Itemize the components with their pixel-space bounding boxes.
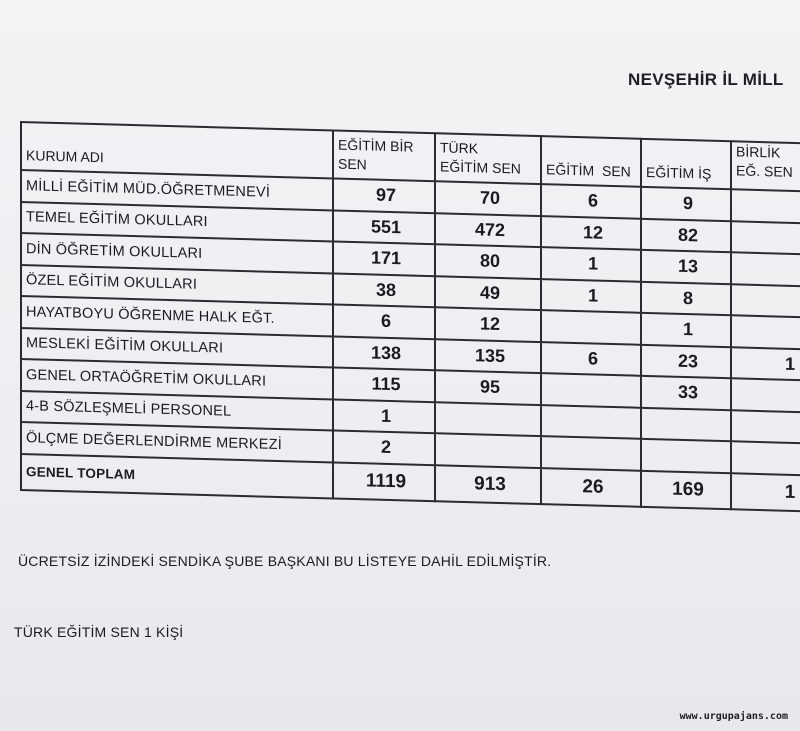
- cell-turk-egitim-sen: [435, 433, 541, 467]
- cell-egitim-sen: 6: [541, 184, 641, 218]
- cell-birlik-eg-sen: [731, 315, 800, 350]
- header-kurum-adi: KURUM ADI: [21, 122, 333, 178]
- cell-egitim-sen: [541, 436, 641, 470]
- cell-egitim-bir-sen: 171: [333, 241, 435, 275]
- cell-egitim-is: 33: [641, 376, 731, 410]
- header-turk-egitim-sen: TÜRK EĞİTİM SEN: [435, 133, 541, 184]
- cell-egitim-sen: [541, 310, 641, 344]
- header-birlik-eg-sen: BİRLİK EĞ. SEN: [731, 141, 800, 192]
- document-title: NEVŞEHİR İL MİLL: [628, 70, 784, 89]
- cell-egitim-bir-sen: 115: [333, 367, 435, 401]
- cell-egitim-is: [641, 407, 731, 441]
- cell-turk-egitim-sen: 80: [435, 244, 541, 278]
- cell-egitim-bir-sen: 38: [333, 273, 435, 307]
- cell-egitim-sen: 1: [541, 279, 641, 313]
- union-membership-table-wrapper: [20, 121, 800, 512]
- cell-egitim-sen: [541, 373, 641, 407]
- cell-birlik-eg-sen: [731, 189, 800, 224]
- cell-turk-egitim-sen: 95: [435, 370, 541, 404]
- row-name: MESLEKİ EĞİTİM OKULLARI: [21, 328, 333, 368]
- cell-birlik-eg-sen: [731, 441, 800, 476]
- row-name: 4-B SÖZLEŞMELİ PERSONEL: [21, 391, 333, 431]
- header-egitim-bir-sen: EĞİTİM BİR SEN: [333, 130, 435, 181]
- cell-birlik-eg-sen: [731, 284, 800, 319]
- cell-egitim-sen: [541, 405, 641, 439]
- row-name: MİLLİ EĞİTİM MÜD.ÖĞRETMENEVİ: [21, 170, 333, 210]
- total-birlik-eg-sen: 1: [731, 473, 800, 512]
- cell-egitim-is: 23: [641, 344, 731, 378]
- cell-egitim-is: 9: [641, 187, 731, 221]
- cell-birlik-eg-sen: [731, 410, 800, 445]
- total-egitim-sen: 26: [541, 468, 641, 507]
- cell-egitim-sen: 6: [541, 342, 641, 376]
- cell-turk-egitim-sen: 472: [435, 213, 541, 247]
- cell-egitim-bir-sen: 138: [333, 336, 435, 370]
- total-egitim-is: 169: [641, 470, 731, 508]
- row-name: ÖLÇME DEĞERLENDİRME MERKEZİ: [21, 422, 333, 462]
- total-egitim-bir-sen: 1119: [333, 462, 435, 501]
- source-watermark: www.urgupajans.com: [679, 711, 788, 722]
- cell-turk-egitim-sen: [435, 402, 541, 436]
- header-egitim-is: EĞİTİM İŞ: [641, 139, 731, 189]
- cell-birlik-eg-sen: [731, 221, 800, 256]
- cell-turk-egitim-sen: 49: [435, 276, 541, 310]
- cell-egitim-sen: 1: [541, 247, 641, 281]
- cell-egitim-bir-sen: 6: [333, 304, 435, 338]
- row-name: DİN ÖĞRETİM OKULLARI: [21, 233, 333, 273]
- cell-egitim-sen: 12: [541, 216, 641, 250]
- row-name: ÖZEL EĞİTİM OKULLARI: [21, 265, 333, 305]
- cell-egitim-is: 1: [641, 313, 731, 347]
- total-turk-egitim-sen: 913: [435, 465, 541, 504]
- cell-birlik-eg-sen: [731, 252, 800, 287]
- row-name: HAYATBOYU ÖĞRENME HALK EĞT.: [21, 296, 333, 336]
- cell-turk-egitim-sen: 70: [435, 181, 541, 215]
- footnote-turk-egitim-sen: TÜRK EĞİTİM SEN 1 KİŞİ: [14, 624, 184, 640]
- cell-egitim-bir-sen: 97: [333, 178, 435, 212]
- header-egitim-sen: EĞİTİM SEN: [541, 136, 641, 187]
- union-membership-table: [20, 121, 800, 513]
- row-name: TEMEL EĞİTİM OKULLARI: [21, 202, 333, 242]
- total-label: GENEL TOPLAM: [21, 454, 333, 498]
- cell-egitim-is: 8: [641, 281, 731, 315]
- cell-egitim-is: [641, 439, 731, 473]
- cell-turk-egitim-sen: 135: [435, 339, 541, 373]
- cell-egitim-bir-sen: 2: [333, 430, 435, 464]
- cell-turk-egitim-sen: 12: [435, 307, 541, 341]
- cell-egitim-is: 13: [641, 250, 731, 284]
- cell-egitim-is: 82: [641, 218, 731, 252]
- footnote-union-chair: ÜCRETSİZ İZİNDEKİ SENDİKA ŞUBE BAŞKANI BU LİSTEYE DAHİL EDİLMİŞTİR.: [18, 553, 552, 569]
- cell-egitim-bir-sen: 1: [333, 399, 435, 433]
- cell-birlik-eg-sen: 1: [731, 347, 800, 382]
- cell-birlik-eg-sen: [731, 378, 800, 413]
- row-name: GENEL ORTAÖĞRETİM OKULLARI: [21, 359, 333, 399]
- cell-egitim-bir-sen: 551: [333, 210, 435, 244]
